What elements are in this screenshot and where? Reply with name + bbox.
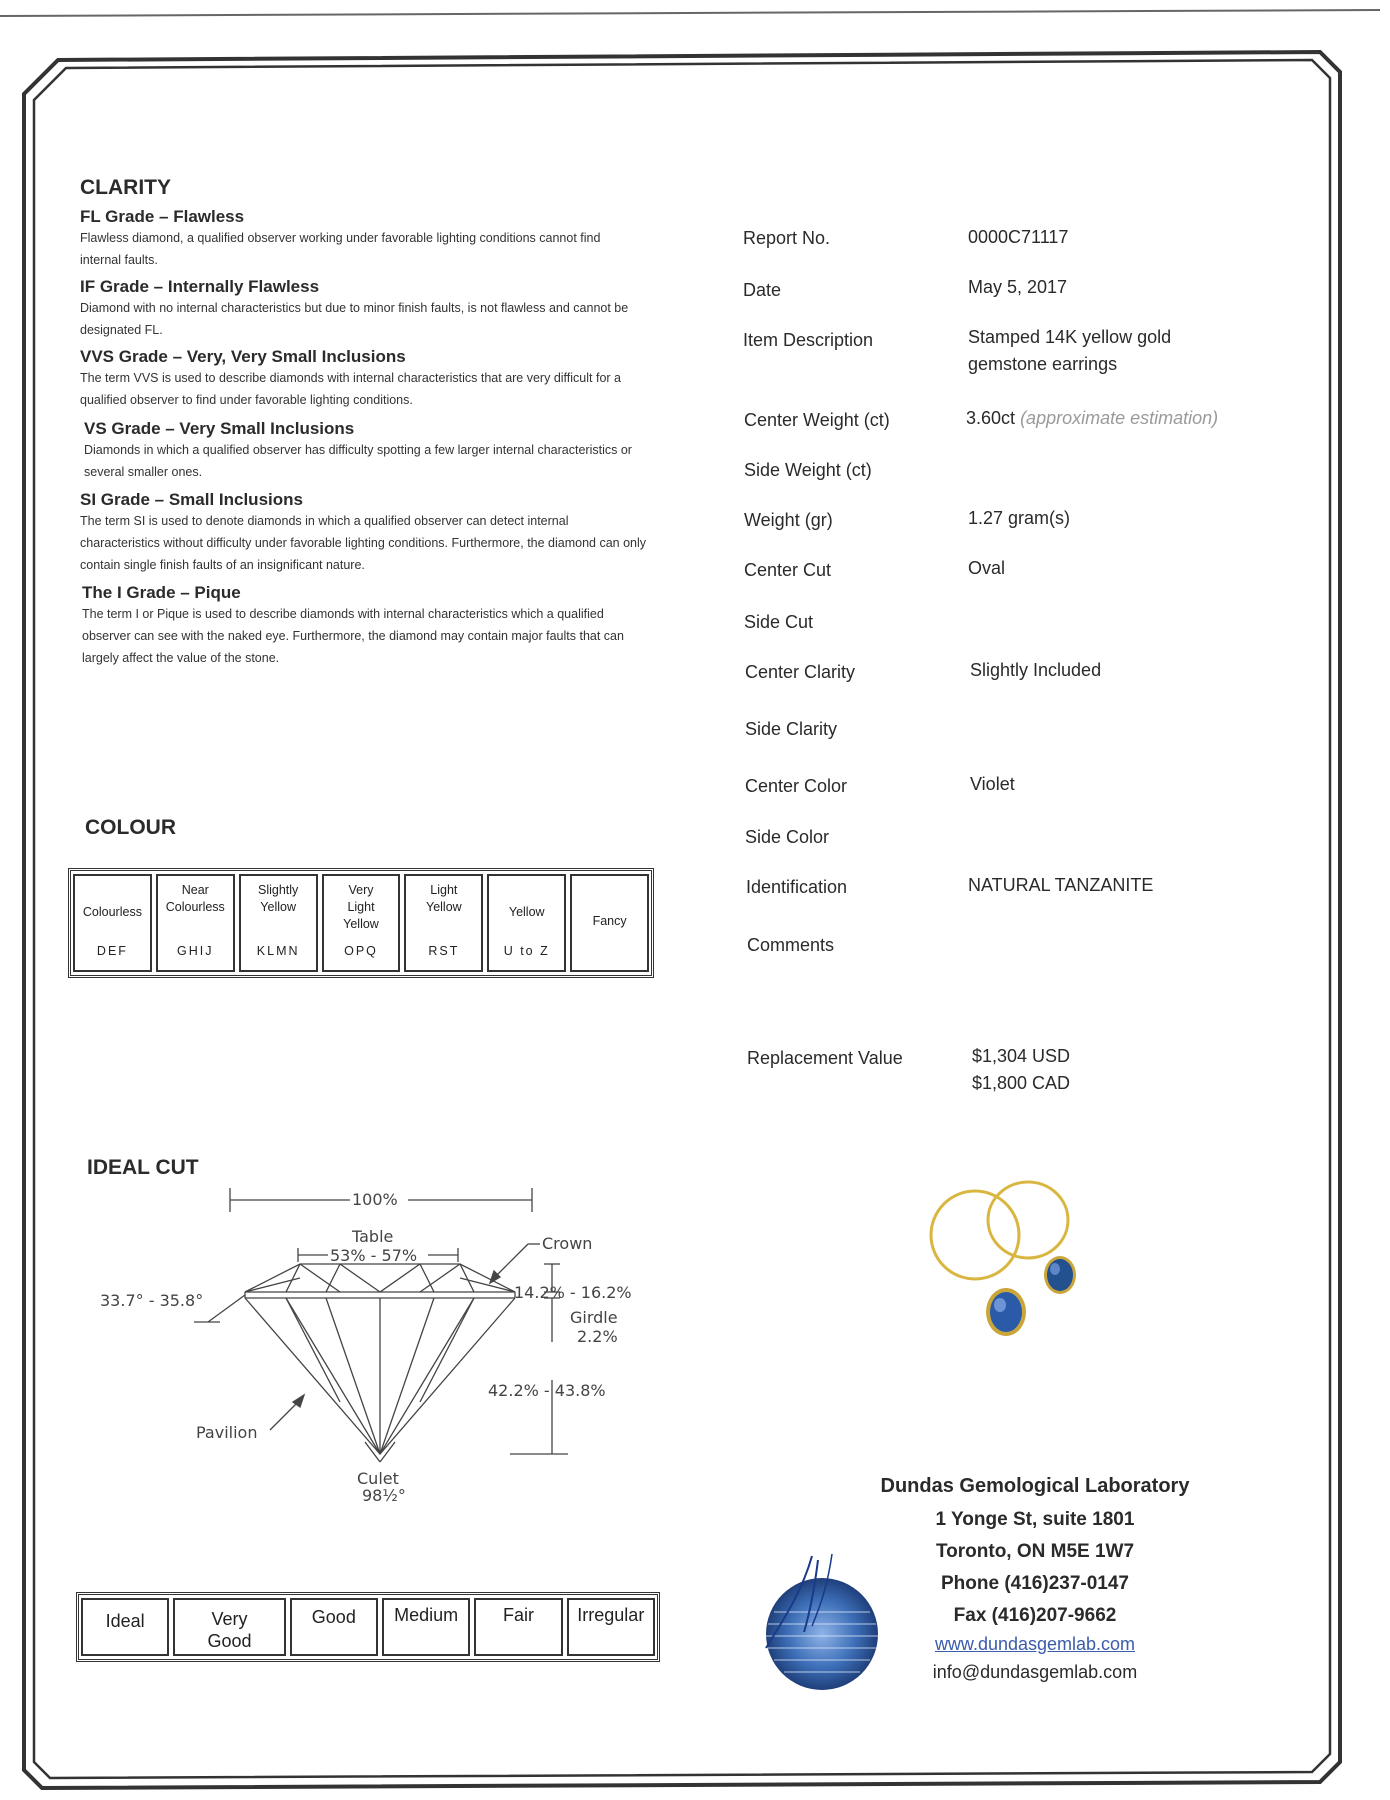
- label-table-range: 53% - 57%: [330, 1246, 418, 1265]
- diamond-diagram: [90, 1182, 670, 1522]
- label-culet-angle: 98½°: [362, 1486, 406, 1505]
- label-weight-gr: Weight (gr): [744, 510, 833, 530]
- colour-name: Very Light Yellow: [343, 883, 379, 931]
- cut-grade-cell: Very Good: [173, 1598, 285, 1656]
- earrings-photo: [900, 1180, 1120, 1360]
- label-date: Date: [743, 280, 782, 300]
- value-center-weight-note: (approximate estimation): [1020, 408, 1219, 428]
- value-center-color: Violet: [970, 774, 1015, 794]
- colour-code: KLMN: [256, 944, 300, 958]
- label-side-weight: Side Weight (ct): [744, 460, 872, 480]
- lab-phone: Phone (416)237-0147: [941, 1573, 1129, 1594]
- label-center-clarity: Center Clarity: [745, 662, 856, 682]
- colour-cell: [73, 874, 152, 972]
- value-center-clarity: Slightly Included: [970, 660, 1102, 680]
- label-pavilion: Pavilion: [196, 1423, 258, 1442]
- label-item-description: Item Description: [743, 330, 874, 350]
- grade-title: VVS Grade – Very, Very Small Inclusions: [80, 347, 406, 366]
- lab-email[interactable]: info@dundasgemlab.com: [932, 1662, 1138, 1682]
- label-crown: Crown: [542, 1234, 593, 1253]
- grade-desc: Diamond with no internal characteristics but due to minor finish faults, is not flawless and cannot be designated FL.: [80, 301, 629, 337]
- clarity-grade-si: [80, 490, 650, 576]
- label-crown-angle: 33.7° - 35.8°: [100, 1291, 204, 1310]
- clarity-grade-if: [80, 277, 640, 341]
- colour-cell: [322, 874, 401, 972]
- lab-fax: Fax (416)207-9662: [953, 1605, 1117, 1626]
- label-side-color: Side Color: [745, 827, 830, 847]
- label-table: Table: [352, 1227, 394, 1246]
- value-line: gemstone earrings: [968, 354, 1118, 374]
- value-date: May 5, 2017: [968, 277, 1068, 297]
- colour-code: OPQ: [344, 944, 378, 958]
- colour-cell: [404, 874, 483, 972]
- colour-cell: [487, 874, 566, 972]
- grade-desc: Diamonds in which a qualified observer has difficulty spotting a few larger internal characteristics or several smaller ones.: [84, 443, 632, 479]
- clarity-title: CLARITY: [80, 176, 171, 199]
- value-identification: NATURAL TANZANITE: [968, 875, 1154, 895]
- colour-scale-table: [68, 868, 654, 978]
- label-center-cut: Center Cut: [744, 560, 832, 580]
- cut-grade-cell: Medium: [382, 1598, 470, 1656]
- label-side-clarity: Side Clarity: [745, 719, 838, 739]
- clarity-grade-fl: [80, 207, 640, 271]
- grade-desc: The term SI is used to denote diamonds in which a qualified observer can detect internal characteristics without difficulty under favorable lighting conditions. Furthermore, the diamond can only contain single finish faults of an insignificant nature.: [80, 514, 647, 572]
- ideal-cut-title: IDEAL CUT: [87, 1156, 199, 1179]
- value-center-cut: Oval: [968, 558, 1006, 578]
- clarity-grade-i: [82, 583, 642, 669]
- cut-grade-cell: Irregular: [567, 1598, 655, 1656]
- label-center-weight: Center Weight (ct): [744, 410, 890, 430]
- value-cad: $1,800 CAD: [972, 1073, 1071, 1093]
- grade-title: VS Grade – Very Small Inclusions: [84, 419, 355, 438]
- label-comments: Comments: [747, 935, 835, 955]
- grade-desc: Flawless diamond, a qualified observer working under favorable lighting conditions cannot find internal faults.: [80, 231, 601, 267]
- colour-code: U to Z: [503, 944, 550, 958]
- value-line: Stamped 14K yellow gold: [968, 327, 1172, 347]
- lab-website-link[interactable]: www.dundasgemlab.com: [934, 1634, 1136, 1654]
- label-side-cut: Side Cut: [744, 612, 814, 632]
- colour-cell: [239, 874, 318, 972]
- label-identification: Identification: [746, 877, 848, 897]
- grade-desc: The term I or Pique is used to describe diamonds with internal characteristics which a qualified observer can see with the naked eye. Furthermore, the diamond may contain major faults that can largely affect the value of the stone.: [82, 607, 624, 665]
- cut-grade-cell: Ideal: [81, 1598, 169, 1656]
- lab-name: Dundas Gemological Laboratory: [880, 1475, 1190, 1497]
- value-center-weight-number: 3.60ct: [966, 408, 1016, 428]
- value-item-description: [968, 324, 1171, 378]
- cut-grade-table: [76, 1592, 660, 1662]
- colour-cell: [570, 874, 649, 972]
- value-replacement: [972, 1043, 1070, 1097]
- lab-address2: Toronto, ON M5E 1W7: [935, 1541, 1135, 1562]
- colour-cell: [156, 874, 235, 972]
- colour-code: DEF: [96, 944, 128, 958]
- label-report-no: Report No.: [743, 228, 831, 248]
- grade-title: IF Grade – Internally Flawless: [80, 277, 320, 296]
- label-crown-height: 14.2% - 16.2%: [514, 1283, 632, 1302]
- colour-code: GHIJ: [177, 944, 214, 958]
- label-girdle: Girdle: [570, 1308, 618, 1327]
- grade-title: FL Grade – Flawless: [80, 207, 245, 226]
- colour-title: COLOUR: [85, 816, 176, 839]
- lab-address1: 1 Yonge St, suite 1801: [935, 1509, 1135, 1530]
- label-culet: Culet: [357, 1469, 399, 1488]
- colour-name: Colourless: [82, 905, 142, 919]
- cut-grade-cell: Fair: [474, 1598, 562, 1656]
- colour-name: Fancy: [592, 913, 627, 928]
- grade-desc: The term VVS is used to describe diamonds with internal characteristics that are very difficult for a qualified observer to find under favorable lighting conditions.: [80, 371, 621, 407]
- colour-name: Near Colourless: [165, 883, 225, 914]
- label-pavilion-depth: 42.2% - 43.8%: [488, 1381, 606, 1400]
- value-usd: $1,304 USD: [972, 1046, 1071, 1066]
- clarity-grade-vvs: [80, 347, 640, 411]
- value-center-weight: [966, 405, 1218, 432]
- clarity-grade-vs: [84, 419, 644, 483]
- colour-name: Light Yellow: [426, 883, 462, 914]
- colour-name: Yellow: [508, 905, 545, 919]
- grade-title: SI Grade – Small Inclusions: [80, 490, 303, 509]
- grade-title: The I Grade – Pique: [82, 583, 241, 602]
- value-report-no: 0000C71117: [968, 227, 1069, 247]
- label-replacement-value: Replacement Value: [747, 1048, 903, 1068]
- colour-code: RST: [428, 944, 460, 958]
- label-girdle-value: 2.2%: [577, 1327, 618, 1346]
- value-weight-gr: 1.27 gram(s): [968, 508, 1071, 528]
- colour-name: Slightly Yellow: [257, 883, 299, 914]
- cut-grade-cell: Good: [290, 1598, 378, 1656]
- label-center-color: Center Color: [745, 776, 848, 796]
- label-width: 100%: [352, 1190, 398, 1209]
